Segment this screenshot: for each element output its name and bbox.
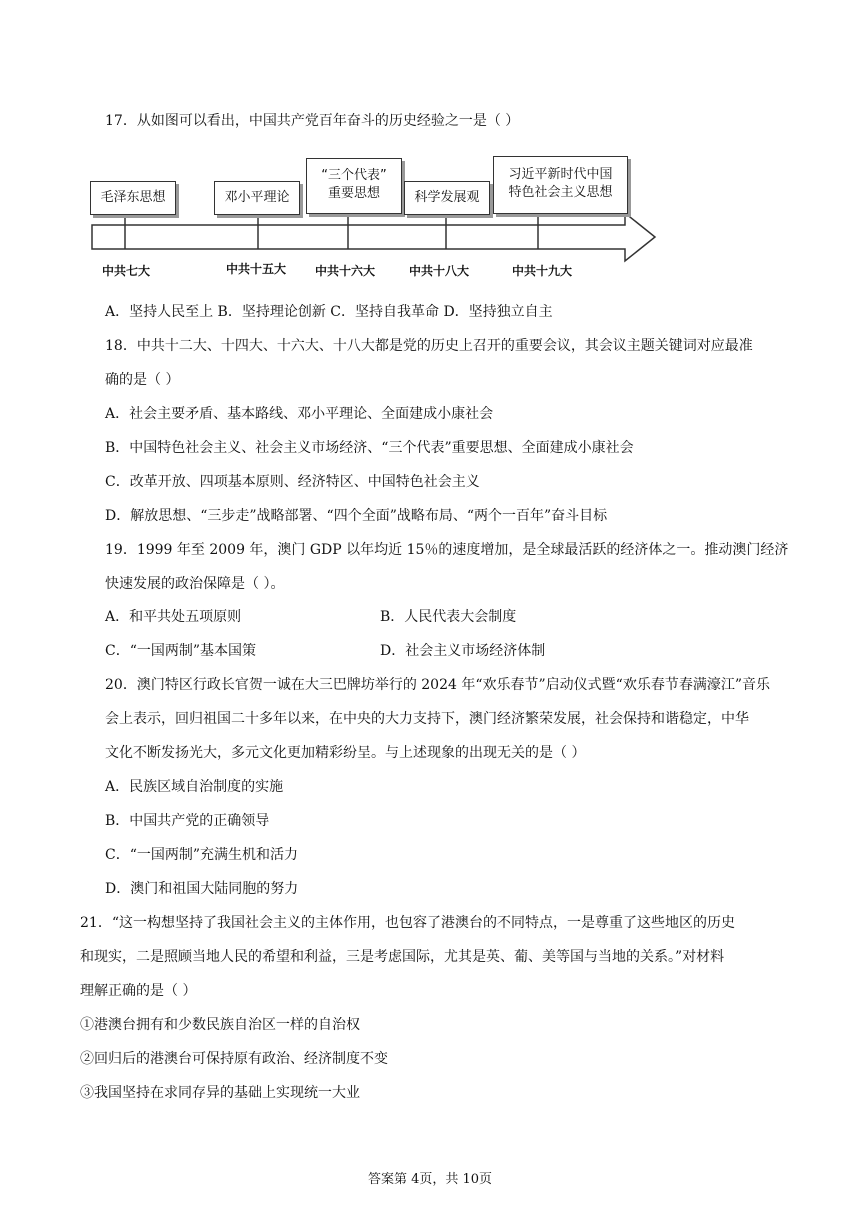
q18-option-a: A．社会主要矛盾、基本路线、邓小平理论、全面建成小康社会 xyxy=(105,406,494,422)
label-15th-congress: 中共十五大 xyxy=(226,262,287,276)
q19-option-a: A．和平共处五项原则 xyxy=(105,609,242,625)
box-label-line1: 习近平新时代中国 xyxy=(508,167,613,182)
box-label-line2: 特色社会主义思想 xyxy=(508,185,613,200)
q21-item-3: ③我国坚持在求同存异的基础上实现统一大业 xyxy=(80,1085,360,1101)
q21-stem-line3: 理解正确的是（ ） xyxy=(80,983,197,999)
q20-option-c: C．“一国两制”充满生机和活力 xyxy=(105,847,299,863)
label-16th-congress: 中共十六大 xyxy=(315,264,376,278)
box-xi-thought xyxy=(493,156,628,214)
label-19th-congress: 中共十九大 xyxy=(512,264,573,278)
q21-stem-line1: 21．“这一构想坚持了我国社会主义的主体作用，也包容了港澳台的不同特点，一是尊重了这些地区的历史 xyxy=(80,915,735,931)
page-footer: 答案第 4页，共 10页 xyxy=(367,1172,493,1187)
q18-stem-line1: 18．中共十二大、十四大、十六大、十八大都是党的历史上召开的重要会议，其会议主题关键词对应最准 xyxy=(105,338,753,354)
box-label: 科学发展观 xyxy=(414,190,480,205)
q19-option-b: B．人民代表大会制度 xyxy=(380,609,517,625)
q20-stem-line3: 文化不断发扬光大，多元文化更加精彩纷呈。与上述现象的出现无关的是（ ） xyxy=(105,745,586,761)
q18-option-c: C．改革开放、四项基本原则、经济特区、中国特色社会主义 xyxy=(105,474,480,490)
timeline-diagram xyxy=(90,155,660,280)
q18-option-d: D．解放思想、“三步走”战略部署、“四个全面”战略布局、“两个一百年”奋斗目标 xyxy=(105,508,608,524)
q21-item-2: ②回归后的港澳台可保持原有政治、经济制度不变 xyxy=(80,1051,388,1067)
box-label-line1: “三个代表” xyxy=(321,168,387,183)
box-scientific-outlook xyxy=(404,181,490,215)
q20-stem-line1: 20．澳门特区行政长官贺一诚在大三巴牌坊举行的 2024 年“欢乐春节”启动仪式暨“欢乐春节春满濠江”音乐 xyxy=(105,677,770,693)
q17-options: A．坚持人民至上 B．坚持理论创新 C．坚持自我革命 D．坚持独立自主 xyxy=(105,304,553,320)
q19-option-d: D．社会主义市场经济体制 xyxy=(380,643,546,659)
q19-stem-line2: 快速发展的政治保障是（ ）。 xyxy=(105,576,285,592)
q18-stem-line2: 确的是（ ） xyxy=(105,372,180,388)
label-7th-congress: 中共七大 xyxy=(102,264,151,278)
q20-option-a: A．民族区域自治制度的实施 xyxy=(105,779,284,795)
q21-item-1: ①港澳台拥有和少数民族自治区一样的自治权 xyxy=(80,1017,360,1033)
box-three-represents xyxy=(306,158,402,214)
box-mao-thought xyxy=(90,181,176,215)
q17-stem: 17．从如图可以看出，中国共产党百年奋斗的历史经验之一是（ ） xyxy=(105,113,520,129)
label-18th-congress: 中共十八大 xyxy=(409,264,470,278)
box-label-line2: 重要思想 xyxy=(327,186,380,201)
q20-stem-line2: 会上表示，回归祖国二十多年以来，在中央的大力支持下，澳门经济繁荣发展，社会保持和谐稳定，中华 xyxy=(105,711,749,727)
q18-option-b: B．中国特色社会主义、社会主义市场经济、“三个代表”重要思想、全面建成小康社会 xyxy=(105,440,634,456)
box-deng-theory xyxy=(214,181,300,215)
q21-stem-line2: 和现实，二是照顾当地人民的希望和利益，三是考虑国际，尤其是英、葡、美等国与当地的关系。”对材料 xyxy=(80,949,725,965)
box-label: 毛泽东思想 xyxy=(100,190,166,205)
q20-option-d: D．澳门和祖国大陆同胞的努力 xyxy=(105,881,299,897)
q19-option-c: C．“一国两制”基本国策 xyxy=(105,643,257,659)
box-label: 邓小平理论 xyxy=(224,190,290,205)
q20-option-b: B．中国共产党的正确领导 xyxy=(105,813,270,829)
q19-stem-line1: 19．1999 年至 2009 年，澳门 GDP 以年均近 15％的速度增加，是全球最活跃的经济体之一。推动澳门经济 xyxy=(105,542,789,558)
